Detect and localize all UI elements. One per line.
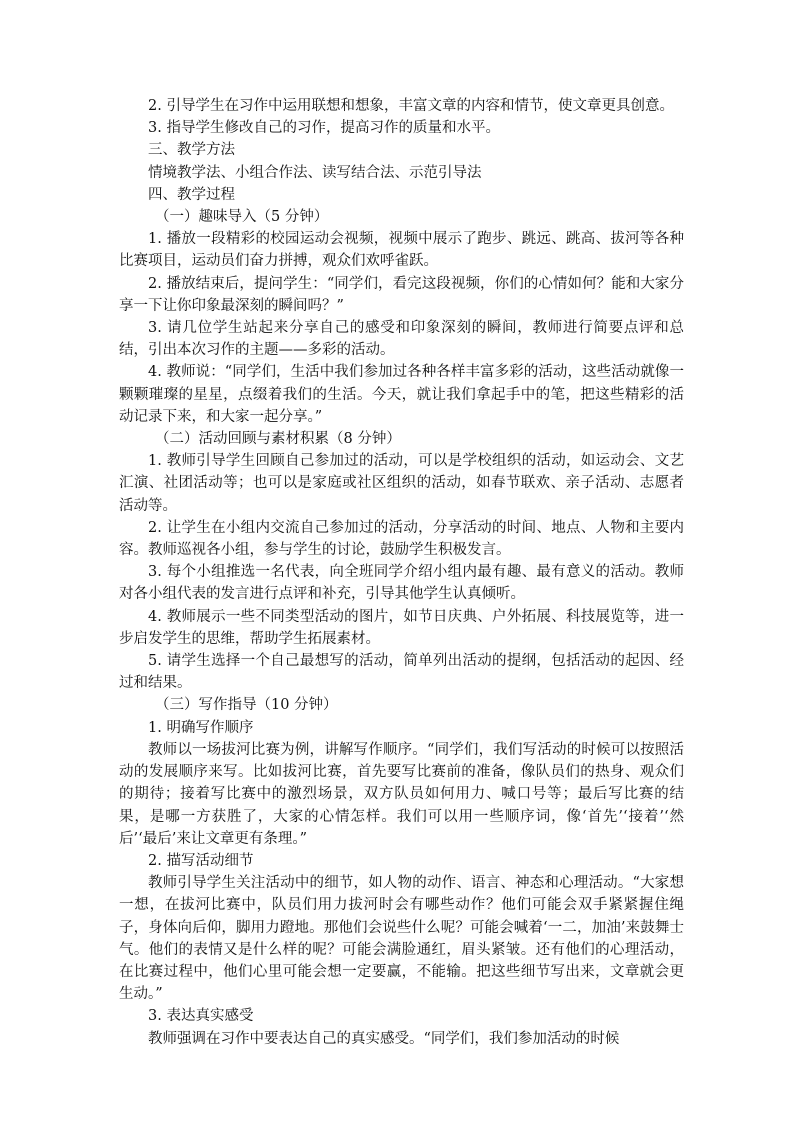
paragraph-review-5: 5. 请学生选择一个自己最想写的活动，简单列出活动的提纲，包括活动的起因、经过和结果。 — [119, 653, 684, 692]
paragraph-goal-2: 2. 引导学生在习作中运用联想和想象，丰富文章的内容和情节，使文章更具创意。 — [148, 98, 674, 114]
point-heading-feelings: 3. 表达真实感受 — [148, 1008, 254, 1025]
methods-list: 情境教学法、小组合作法、读写结合法、示范引导法 — [148, 164, 482, 181]
paragraph-intro-4: 4. 教师说：“同学们，生活中我们参加过各种各样丰富多彩的活动，这些活动就像一颗颗璀璨的星星，点缀着我们的生活。今天，就让我们拿起手中的笔，把这些精彩的活动记录下来，和大家一起分享。” — [119, 364, 684, 425]
document-page — [119, 95, 684, 1050]
section-heading-process: 四、教学过程 — [148, 186, 235, 203]
paragraph-order: 教师以一场拔河比赛为例，讲解写作顺序。“同学们，我们写活动的时候可以按照活动的发展顺序来写。比如拔河比赛，首先要写比赛前的准备，像队员们的热身、观众们的期待；接着写比赛中的激烈场景，双方队员如何用力、喊口号等；最后写比赛的结果，是哪一方获胜了，大家的心情怎样。我们可以用一些顺序词，像‘首先’‘接着’‘然后’‘最后’来让文章更有条理。” — [119, 741, 684, 847]
paragraph-review-4: 4. 教师展示一些不同类型活动的图片，如节日庆典、户外拓展、科技展览等，进一步启发学生的思维，帮助学生拓展素材。 — [119, 608, 684, 647]
paragraph-intro-1: 1. 播放一段精彩的校园运动会视频，视频中展示了跑步、跳远、跳高、拔河等各种比赛项目，运动员们奋力拼搏，观众们欢呼雀跃。 — [119, 231, 684, 270]
paragraph-review-1: 1. 教师引导学生回顾自己参加过的活动，可以是学校组织的活动，如运动会、文艺汇演、社团活动等；也可以是家庭或社区组织的活动，如春节联欢、亲子活动、志愿者活动等。 — [119, 453, 684, 514]
paragraph-details: 教师引导学生关注活动中的细节，如人物的动作、语言、神态和心理活动。“大家想一想，在拔河比赛中，队员们用力拔河时会有哪些动作？他们可能会双手紧紧握住绳子，身体向后仰，脚用力蹬地。那他们会说些什么呢？可能会喊着‘一二，加油’来鼓舞士气。他们的表情又是什么样的呢？可能会满脸通红，眉头紧皱。还有他们的心理活动，在比赛过程中，他们心里可能会想一定要赢，不能输。把这些细节写出来，文章就会更生动。” — [119, 875, 684, 1003]
paragraph-review-3: 3. 每个小组推选一名代表，向全班同学介绍小组内最有趣、最有意义的活动。教师对各小组代表的发言进行点评和补充，引导其他学生认真倾听。 — [119, 564, 684, 603]
subsection-heading-review: （二）活动回顾与素材积累（8 分钟） — [155, 431, 401, 448]
paragraph-feelings: 教师强调在习作中要表达自己的真实感受。“同学们，我们参加活动的时候 — [148, 1030, 620, 1047]
section-heading-methods: 三、教学方法 — [148, 142, 235, 159]
subsection-heading-intro: （一）趣味导入（5 分钟） — [155, 209, 329, 226]
subsection-heading-writing: （三）写作指导（10 分钟） — [155, 697, 338, 714]
paragraph-intro-3: 3. 请几位学生站起来分享自己的感受和印象深刻的瞬间，教师进行简要点评和总结，引出本次习作的主题——多彩的活动。 — [119, 320, 684, 359]
paragraph-intro-2: 2. 播放结束后，提问学生：“同学们，看完这段视频，你们的心情如何？能和大家分享一下让你印象最深刻的瞬间吗？” — [119, 275, 684, 314]
paragraph-goal-3: 3. 指导学生修改自己的习作，提高习作的质量和水平。 — [148, 120, 500, 137]
paragraph-review-2: 2. 让学生在小组内交流自己参加过的活动，分享活动的时间、地点、人物和主要内容。教师巡视各小组，参与学生的讨论，鼓励学生积极发言。 — [119, 519, 684, 559]
point-heading-order: 1. 明确写作顺序 — [148, 719, 254, 736]
point-heading-details: 2. 描写活动细节 — [148, 852, 254, 869]
